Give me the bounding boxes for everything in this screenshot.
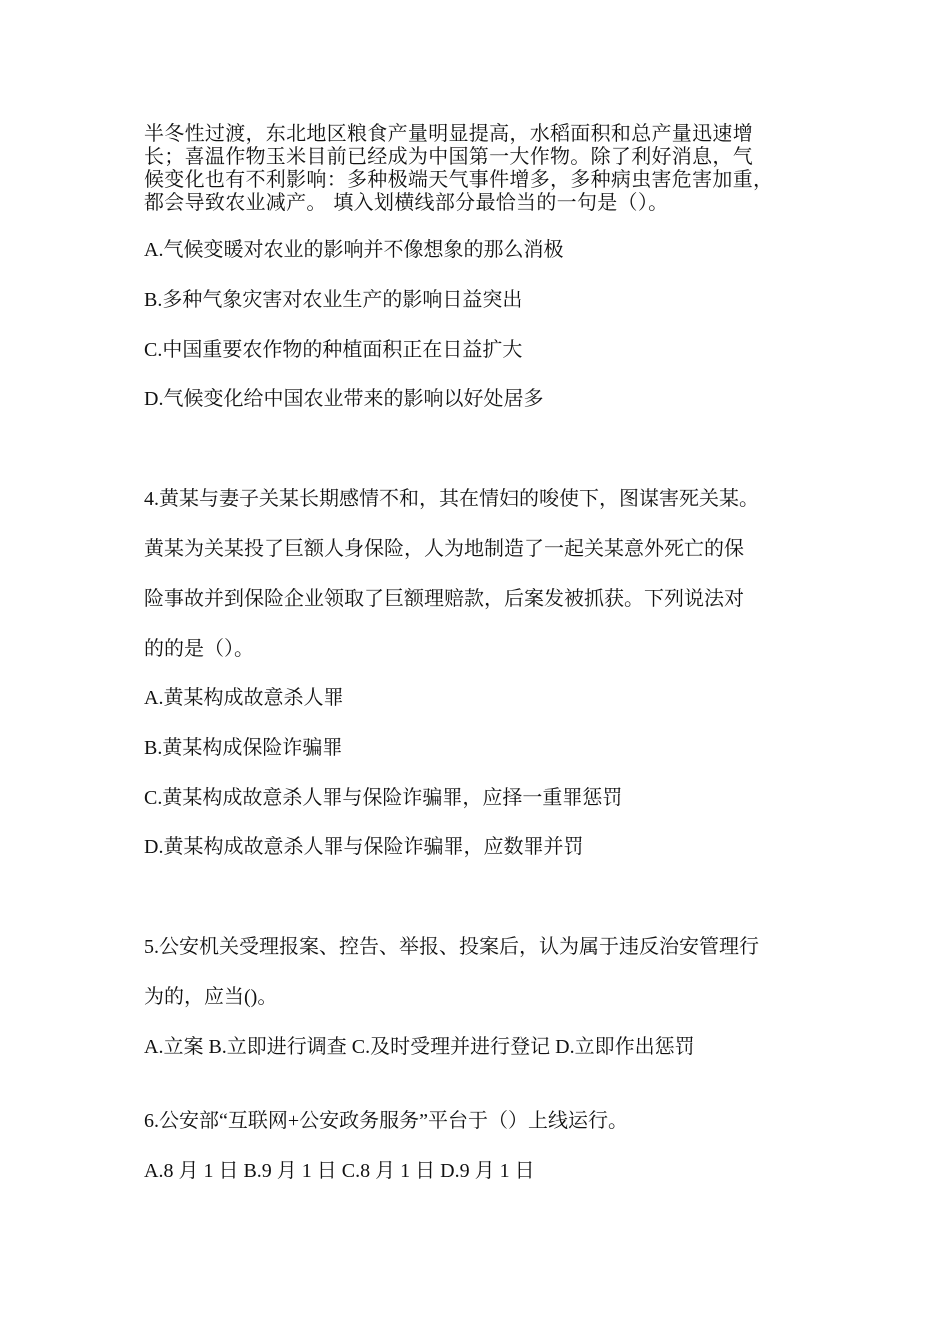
q5-stem-line: 5.公安机关受理报案、控告、举报、投案后，认为属于违反治安管理行 (144, 936, 759, 958)
q4-option-a: A.黄某构成故意杀人罪 (144, 687, 344, 709)
q4-stem-line: 黄某为关某投了巨额人身保险，人为地制造了一起关某意外死亡的保 (144, 538, 744, 560)
q3-option-c: C.中国重要农作物的种植面积正在日益扩大 (144, 339, 523, 361)
q4-option-b: B.黄某构成保险诈骗罪 (144, 737, 343, 759)
q3-passage-line: 候变化也有不利影响：多种极端天气事件增多，多种病虫害危害加重， (144, 167, 774, 191)
q3-passage (144, 122, 814, 214)
q4-option-d: D.黄某构成故意杀人罪与保险诈骗罪，应数罪并罚 (144, 836, 584, 858)
q5-stem-line: 为的，应当()。 (144, 986, 278, 1008)
q4-stem-line: 4.黄某与妻子关某长期感情不和，其在情妇的唆使下，图谋害死关某。 (144, 488, 759, 510)
q3-passage-line: 长；喜温作物玉米目前已经成为中国第一大作物。除了利好消息，气 (144, 144, 753, 168)
q4-stem-line: 的的是（）。 (144, 638, 254, 660)
q3-passage-line: 都会导致农业减产。 填入划横线部分最恰当的一句是（）。 (144, 190, 669, 214)
q3-passage-line: 半冬性过渡，东北地区粮食产量明显提高，水稻面积和总产量迅速增 (144, 121, 753, 145)
q3-option-d: D.气候变化给中国农业带来的影响以好处居多 (144, 388, 544, 410)
q6-options: A.8 月 1 日 B.9 月 1 日 C.8 月 1 日 D.9 月 1 日 (144, 1160, 535, 1182)
q4-option-c: C.黄某构成故意杀人罪与保险诈骗罪，应择一重罪惩罚 (144, 787, 623, 809)
q3-option-b: B.多种气象灾害对农业生产的影响日益突出 (144, 289, 523, 311)
q3-option-a: A.气候变暖对农业的影响并不像想象的那么消极 (144, 239, 564, 261)
q4-stem-line: 险事故并到保险企业领取了巨额理赔款，后案发被抓获。下列说法对 (144, 588, 744, 610)
q5-options: A.立案 B.立即进行调查 C.及时受理并进行登记 D.立即作出惩罚 (144, 1036, 695, 1058)
q6-stem: 6.公安部“互联网+公安政务服务”平台于（）上线运行。 (144, 1110, 629, 1132)
